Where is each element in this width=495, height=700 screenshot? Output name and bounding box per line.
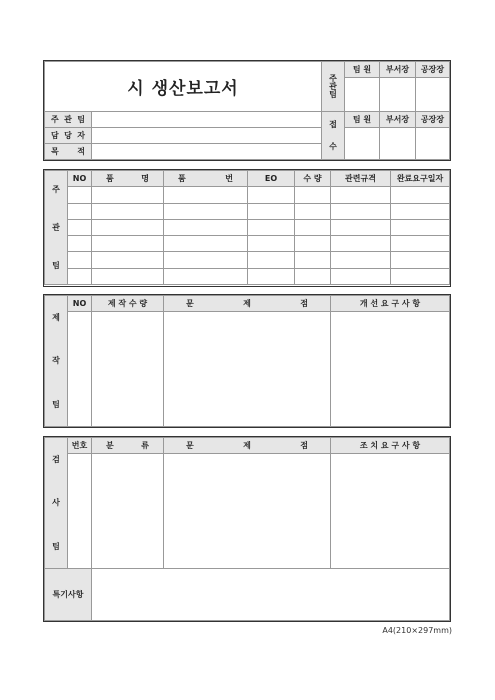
section-main-team — [43, 169, 451, 287]
section1-col-no: NO — [68, 171, 92, 187]
section3-col-category: 분 류 — [92, 438, 164, 454]
info-label-person: 담 당 자 — [45, 128, 92, 144]
table-row — [45, 252, 450, 268]
section2-side-label: 제 작 팀 — [45, 296, 68, 427]
info-value-team[interactable] — [92, 112, 322, 128]
table-row — [45, 219, 450, 235]
section1-side-label: 주 관 팀 — [45, 171, 68, 285]
section3-action-cell[interactable] — [331, 454, 450, 569]
paper-size-note: A4(210×297mm) — [382, 626, 452, 635]
approval-sign-director[interactable] — [416, 78, 450, 112]
info-value-person[interactable] — [92, 128, 322, 144]
approval-col-director: 공장장 — [416, 62, 450, 78]
section1-col-spec: 관련규격 — [331, 171, 391, 187]
section-inspection-team — [43, 436, 451, 622]
receipt-col-member: 팀 원 — [345, 112, 380, 128]
section2-col-improvement: 개 선 요 구 사 항 — [331, 296, 450, 312]
table-row — [45, 187, 450, 203]
section2-improvement-cell[interactable] — [331, 312, 450, 427]
section3-col-problem: 문 제 점 — [164, 438, 331, 454]
section2-col-no: NO — [68, 296, 92, 312]
approval-label-main: 주 관 팀 — [322, 62, 345, 112]
section3-problem-cell[interactable] — [164, 454, 331, 569]
section1-col-due-date: 완료요구일자 — [391, 171, 450, 187]
receipt-sign-director[interactable] — [416, 128, 450, 160]
receipt-label: 접 수 — [322, 112, 345, 160]
section2-col-problem: 문 제 점 — [164, 296, 331, 312]
document-title-cell — [45, 62, 322, 112]
section1-col-item-name: 품 명 — [92, 171, 164, 187]
receipt-sign-member[interactable] — [345, 128, 380, 160]
header-block — [43, 60, 451, 161]
info-value-purpose[interactable] — [92, 144, 322, 160]
section3-number-cell[interactable] — [68, 454, 92, 569]
section3-col-action: 조 치 요 구 사 항 — [331, 438, 450, 454]
section1-col-eo: EO — [248, 171, 295, 187]
remarks-field[interactable] — [92, 569, 450, 621]
section-production-team — [43, 294, 451, 428]
receipt-col-director: 공장장 — [416, 112, 450, 128]
section2-problem-cell[interactable] — [164, 312, 331, 427]
table-row — [45, 203, 450, 219]
info-label-team: 주 관 팀 — [45, 112, 92, 128]
receipt-col-manager: 부서장 — [380, 112, 416, 128]
approval-sign-member[interactable] — [345, 78, 380, 112]
section2-col-quantity: 제 작 수 량 — [92, 296, 164, 312]
approval-sign-manager[interactable] — [380, 78, 416, 112]
table-row — [45, 236, 450, 252]
remarks-label: 특기사항 — [45, 569, 92, 621]
section2-no-cell[interactable] — [68, 312, 92, 427]
approval-col-member: 팀 원 — [345, 62, 380, 78]
document-title: 시 생산보고서 — [127, 79, 239, 99]
section3-side-label: 검 사 팀 — [45, 438, 68, 569]
table-row — [45, 268, 450, 284]
section2-quantity-cell[interactable] — [92, 312, 164, 427]
receipt-sign-manager[interactable] — [380, 128, 416, 160]
section1-col-quantity: 수 량 — [295, 171, 331, 187]
section3-category-cell[interactable] — [92, 454, 164, 569]
info-label-purpose: 목 적 — [45, 144, 92, 160]
section3-col-number: 번호 — [68, 438, 92, 454]
approval-col-manager: 부서장 — [380, 62, 416, 78]
section1-col-item-number: 품 번 — [164, 171, 248, 187]
